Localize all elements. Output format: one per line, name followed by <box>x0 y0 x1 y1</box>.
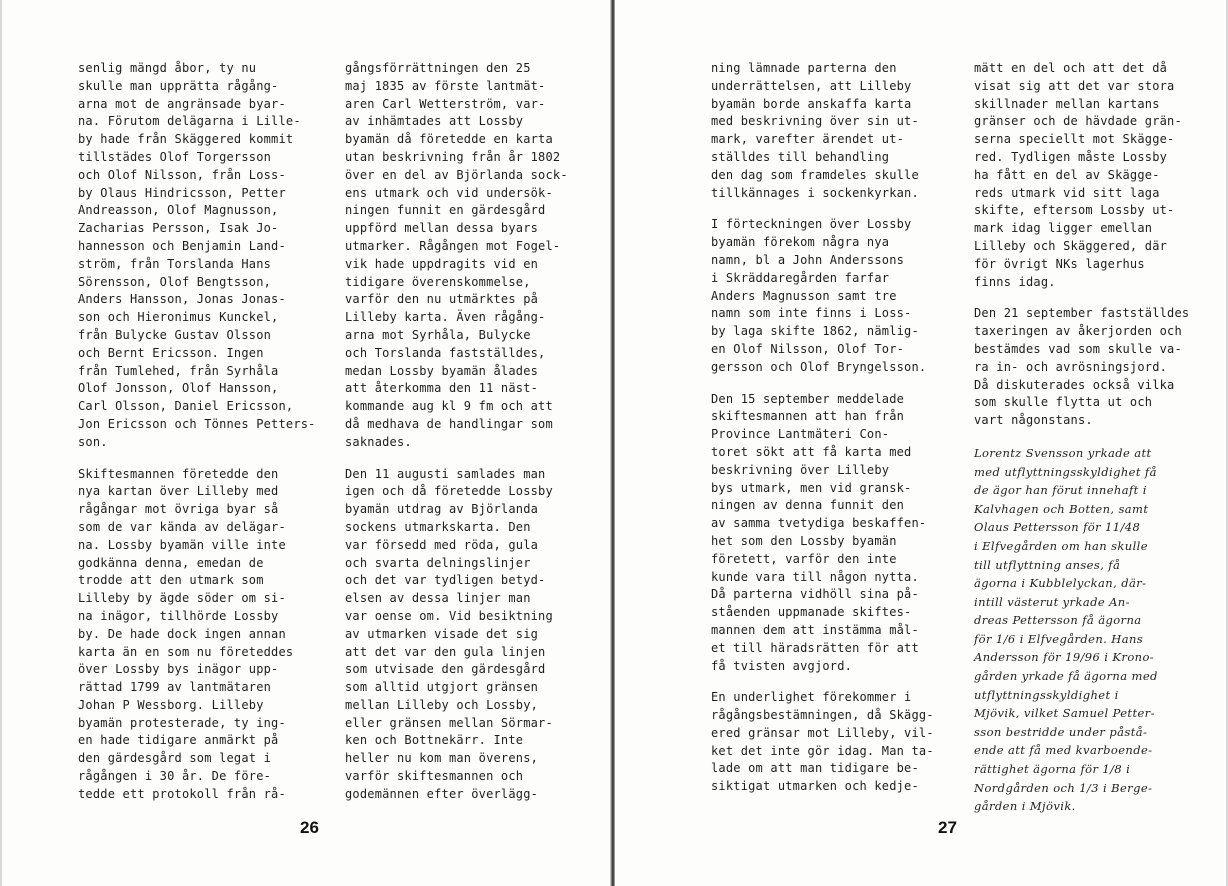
text-column-2 <box>345 60 585 818</box>
handwritten-paragraph: Lorentz Svensson yrkade att med utflyttningsskyldighet få de ägor han förut innehaft i Kalvhagen och Botten, samt Olaus Pettersson för 11/48 i Elfvegården om han skulle till utflyttning anses, få ägorna i Kubblelyckan, där- intill västerut yrkade An- dreas Pettersson få ägorna för 1/6 i Elfvegården. Hans Andersson för 19/96 i Krono- gården yrkade få ägorna med utflyttningsskyldighet i Mjövik, vilket Samuel Petter- sson bestridde under påstå- ende att få med kvarboende- rättighet ägorna för 1/8 i Nordgården och 1/3 i Berge- gården i Mjövik. <box>974 445 1158 814</box>
paragraph: gångsförrättningen den 25 maj 1835 av förste lantmät- aren Carl Wetterström, var- av inhämtades att Lossby byamän då företedde en karta utan beskrivning från år 1802 över en del av Björlanda sock- ens utmark och vid undersök- ningen funnit en gärdesgård uppförd mellan dessa byars utmarker. Rågången mot Fogel- vik hade uppdragits vid en tidigare överenskommelse, varför den nu utmärktes på Lilleby karta. Även rågång- arna mot Syrhåla, Bulycke och Torslanda fastställdes, medan Lossby byamän ålades att återkomma den 11 näst- kommande aug kl 9 fm och att då medhava de handlingar som saknades. <box>345 61 568 449</box>
paragraph: I förteckningen över Lossby byamän förekom några nya namn, bl a John Anderssons i Skräddaregården farfar Anders Magnusson samt tre namn som inte finns i Loss- by laga skifte 1862, nämlig- en Olof Nilsson, Olof Tor- gersson och Olof Bryngelsson. <box>711 217 927 374</box>
page-number-left: 26 <box>300 818 319 837</box>
paragraph: Skiftesmannen företedde den nya kartan över Lilleby med rågångar mot övriga byar så som de var kända av delägar- na. Lossby byamän ville inte godkänna denna, emedan de trodde att den utmark som Lilleby by ägde söder om si- na inägor, tillhörde Lossby by. De hade dock ingen annan karta än en som nu företeddes över Lossby bys inägor upp- rättad 1799 av lantmätaren Johan P Wessborg. Lilleby byamän protesterade, ty ing- en hade tidigare anmärkt på den gärdesgård som legat i rågången i 30 år. De före- tedde ett protokoll från rå- <box>78 466 294 801</box>
paragraph: En underlighet förekommer i rågångsbestämningen, då Skägg- ered gränsar mot Lilleby, vil- ket det inte gör idag. Man ta- lade om att man tidigare be- siktigat utmarken och kedje- <box>711 690 934 794</box>
paragraph: ning lämnade parterna den underrättelsen, att Lilleby byamän borde anskaffa karta med beskrivning över sin ut- mark, varefter ärendet ut- ställdes till behandling den dag som framdeles skulle tillkännages i sockenkyrkan. <box>711 61 919 200</box>
paragraph: Den 21 september fastställdes taxeringen av åkerjorden och bestämdes vad som skulle va- ra in- och avrösningsjord. Då diskuterades också vilka som skulle flytta ut och vart någonstans. <box>974 306 1190 428</box>
text-column-1 <box>78 60 318 818</box>
page-number-right: 27 <box>938 818 957 837</box>
paragraph: mätt en del och att det då visat sig att det var stora skillnader mellan kartans gränser och de hävdade grän- serna speciellt mot Skägge- red. Tydligen måste Lossby ha fått en del av Skägge- reds utmark vid sitt laga skifte, eftersom Lossby ut- mark idag ligger emellan Lilleby och Skäggered, där för övrigt NKs lagerhus finns idag. <box>974 61 1182 289</box>
text-column-3 <box>711 60 951 810</box>
paragraph: Den 11 augusti samlades man igen och då företedde Lossby byamän utdrag av Björlanda sockens utmarkskarta. Den var försedd med röda, gula och svarta delningslinjer och det var tydligen betyd- elsen av dessa linjer man var oense om. Vid besiktning av utmarken visade det sig att det var den gula linjen som utvisade den gärdesgård som alltid utgjort gränsen mellan Lilleby och Lossby, eller gränsen mellan Sörmar- ken och Bottnekärr. Inte heller nu kom man överens, varför skiftesmannen och godemännen efter överlägg- <box>345 466 553 801</box>
book-gutter <box>610 0 615 886</box>
page-right <box>616 0 1228 886</box>
page-left <box>0 0 612 886</box>
text-column-4 <box>974 60 1214 830</box>
paragraph: Den 15 september meddelade skiftesmannen att han från Province Lantmäteri Con- toret sökt att få karta med beskrivning över Lilleby bys utmark, men vid gransk- ningen av denna funnit den av samma tvetydiga beskaffen- het som den Lossby byamän företett, varför den inte kunde vara till någon nytta. Då parterna vidhöll sina på- ståenden uppmanade skiftes- mannen dem att instämma mål- et till häradsrätten för att få tvisten avgjord. <box>711 391 927 673</box>
paragraph: senlig mängd åbor, ty nu skulle man upprätta rågång- arna mot de angränsade byar- na. Förutom delägarna i Lille- by hade från Skäggered kommit tillstädes Olof Torgersson och Olof Nilsson, från Loss- by Olaus Hindricsson, Petter Andreasson, Olof Magnusson, Zacharias Persson, Isak Jo- hannesson och Benjamin Land- ström, från Torslanda Hans Sörensson, Olof Bengtsson, Anders Hansson, Jonas Jonas- son och Hieronimus Kunckel, från Bulycke Gustav Olsson och Bernt Ericsson. Ingen från Tumlehed, från Syrhåla Olof Jonsson, Olof Hansson, Carl Olsson, Daniel Ericsson, Jon Ericsson och Tönnes Petters- son. <box>78 61 316 449</box>
